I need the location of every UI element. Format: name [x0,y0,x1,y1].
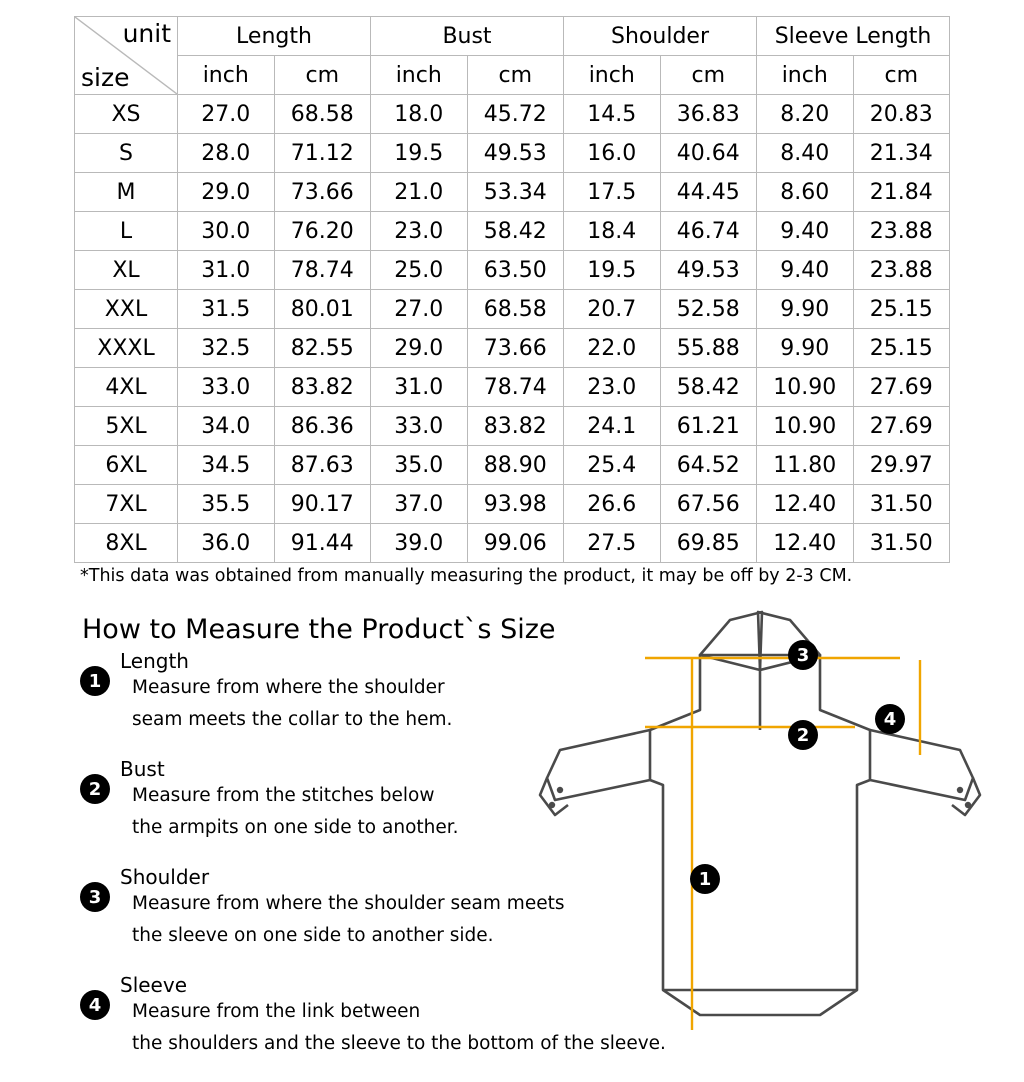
subheader-sleeve-inch: inch [757,56,854,95]
cell-shoulder-cm: 67.56 [660,485,757,524]
table-row [75,485,950,524]
subheader-shoulder-cm: cm [660,56,757,95]
cell-length-inch: 34.0 [178,407,275,446]
cell-shoulder-cm: 40.64 [660,134,757,173]
cell-length-cm: 73.66 [274,173,371,212]
row-size: M [75,173,178,212]
cell-shoulder-inch: 16.0 [564,134,661,173]
cell-sleeve-cm: 23.88 [853,251,950,290]
row-size: L [75,212,178,251]
row-size: 4XL [75,368,178,407]
cell-bust-cm: 45.72 [467,95,564,134]
shirt-illustration [500,590,1020,1030]
cell-shoulder-cm: 36.83 [660,95,757,134]
cell-shoulder-inch: 20.7 [564,290,661,329]
cell-length-inch: 27.0 [178,95,275,134]
table-row [75,173,950,212]
table-corner-cell [75,17,178,95]
table-header-row-units [75,56,950,95]
cell-shoulder-inch: 19.5 [564,251,661,290]
cell-bust-inch: 18.0 [371,95,468,134]
cell-bust-cm: 63.50 [467,251,564,290]
column-group-bust: Bust [371,17,564,56]
size-chart-table-wrapper [74,16,950,563]
step-number-badge: 4 [80,990,110,1020]
cell-sleeve-cm: 27.69 [853,407,950,446]
table-row [75,134,950,173]
cell-sleeve-inch: 8.20 [757,95,854,134]
cell-bust-inch: 31.0 [371,368,468,407]
cell-shoulder-inch: 17.5 [564,173,661,212]
row-size: S [75,134,178,173]
cell-length-inch: 30.0 [178,212,275,251]
cell-bust-cm: 99.06 [467,524,564,563]
cell-length-cm: 90.17 [274,485,371,524]
cell-sleeve-inch: 9.40 [757,212,854,251]
cell-sleeve-cm: 31.50 [853,485,950,524]
cell-sleeve-cm: 29.97 [853,446,950,485]
cell-bust-cm: 49.53 [467,134,564,173]
cell-sleeve-inch: 12.40 [757,524,854,563]
cell-shoulder-inch: 23.0 [564,368,661,407]
step-title: Sleeve [120,973,188,997]
cell-length-inch: 34.5 [178,446,275,485]
cell-sleeve-cm: 21.84 [853,173,950,212]
subheader-sleeve-cm: cm [853,56,950,95]
table-row [75,290,950,329]
subheader-length-inch: inch [178,56,275,95]
cell-bust-inch: 29.0 [371,329,468,368]
cell-length-inch: 31.5 [178,290,275,329]
cell-length-inch: 32.5 [178,329,275,368]
cell-bust-inch: 23.0 [371,212,468,251]
cell-shoulder-cm: 69.85 [660,524,757,563]
cell-bust-cm: 58.42 [467,212,564,251]
cell-bust-cm: 83.82 [467,407,564,446]
cell-length-cm: 87.63 [274,446,371,485]
cell-length-cm: 76.20 [274,212,371,251]
cell-shoulder-cm: 64.52 [660,446,757,485]
row-size: XS [75,95,178,134]
cell-shoulder-inch: 25.4 [564,446,661,485]
unit-label: unit [122,19,171,48]
cell-bust-inch: 33.0 [371,407,468,446]
cell-shoulder-cm: 44.45 [660,173,757,212]
row-size: 8XL [75,524,178,563]
cell-length-cm: 83.82 [274,368,371,407]
cell-shoulder-inch: 26.6 [564,485,661,524]
column-group-sleeve-length: Sleeve Length [757,17,950,56]
cell-shoulder-inch: 24.1 [564,407,661,446]
cell-shoulder-cm: 61.21 [660,407,757,446]
cell-bust-inch: 39.0 [371,524,468,563]
table-row [75,524,950,563]
subheader-length-cm: cm [274,56,371,95]
subheader-bust-inch: inch [371,56,468,95]
step-description-line2: the sleeve on one side to another side. [132,925,494,946]
cell-sleeve-inch: 8.40 [757,134,854,173]
cell-bust-inch: 25.0 [371,251,468,290]
cell-length-inch: 29.0 [178,173,275,212]
cell-sleeve-cm: 21.34 [853,134,950,173]
subheader-shoulder-inch: inch [564,56,661,95]
shirt-diagram-icon [500,590,1020,1030]
step-title: Shoulder [120,865,210,889]
cell-sleeve-inch: 11.80 [757,446,854,485]
table-row [75,368,950,407]
cell-sleeve-cm: 20.83 [853,95,950,134]
how-to-measure-title: How to Measure the Product`s Size [82,614,556,645]
cell-shoulder-cm: 55.88 [660,329,757,368]
cell-bust-inch: 19.5 [371,134,468,173]
cell-shoulder-inch: 14.5 [564,95,661,134]
cell-shoulder-cm: 52.58 [660,290,757,329]
table-row [75,95,950,134]
cell-shoulder-cm: 49.53 [660,251,757,290]
cell-shoulder-cm: 46.74 [660,212,757,251]
measurement-disclaimer-note: *This data was obtained from manually measuring the product, it may be off by 2-3 CM. [80,566,853,586]
cell-sleeve-cm: 25.15 [853,290,950,329]
cell-sleeve-inch: 12.40 [757,485,854,524]
cell-length-inch: 35.5 [178,485,275,524]
table-header-row-groups [75,17,950,56]
cell-bust-inch: 37.0 [371,485,468,524]
cell-sleeve-cm: 25.15 [853,329,950,368]
row-size: 5XL [75,407,178,446]
step-description-line1: Measure from the link between [132,1001,421,1022]
illustration-marker-3: 3 [788,640,818,670]
cell-shoulder-inch: 22.0 [564,329,661,368]
cell-bust-cm: 88.90 [467,446,564,485]
cell-bust-cm: 68.58 [467,290,564,329]
row-size: XL [75,251,178,290]
cell-shoulder-inch: 18.4 [564,212,661,251]
column-group-length: Length [178,17,371,56]
cell-length-cm: 86.36 [274,407,371,446]
cell-length-inch: 28.0 [178,134,275,173]
cell-sleeve-inch: 10.90 [757,368,854,407]
step-title: Length [120,649,189,673]
step-title: Bust [120,757,165,781]
cell-length-cm: 71.12 [274,134,371,173]
cell-shoulder-cm: 58.42 [660,368,757,407]
size-chart-table [74,16,950,563]
row-size: 7XL [75,485,178,524]
step-number-badge: 1 [80,666,110,696]
cell-bust-cm: 78.74 [467,368,564,407]
table-row [75,446,950,485]
illustration-marker-2: 2 [788,720,818,750]
cell-length-inch: 33.0 [178,368,275,407]
row-size: 6XL [75,446,178,485]
cell-bust-inch: 27.0 [371,290,468,329]
cell-sleeve-cm: 27.69 [853,368,950,407]
step-description-line1: Measure from where the shoulder seam meets [132,893,565,914]
cell-length-cm: 78.74 [274,251,371,290]
step-description-line2: the shoulders and the sleeve to the bottom of the sleeve. [132,1033,666,1054]
table-row [75,251,950,290]
row-size: XXL [75,290,178,329]
step-number-badge: 3 [80,882,110,912]
step-description-line1: Measure from where the shoulder [132,677,445,698]
row-size: XXXL [75,329,178,368]
subheader-bust-cm: cm [467,56,564,95]
step-description-line2: seam meets the collar to the hem. [132,709,453,730]
illustration-marker-1: 1 [690,864,720,894]
step-number-badge: 2 [80,774,110,804]
step-description-line1: Measure from the stitches below [132,785,435,806]
cell-bust-inch: 21.0 [371,173,468,212]
cell-bust-cm: 53.34 [467,173,564,212]
column-group-shoulder: Shoulder [564,17,757,56]
cell-sleeve-inch: 9.40 [757,251,854,290]
cell-sleeve-inch: 8.60 [757,173,854,212]
cell-length-cm: 91.44 [274,524,371,563]
illustration-marker-4: 4 [875,704,905,734]
cell-length-cm: 68.58 [274,95,371,134]
table-row [75,329,950,368]
cell-length-inch: 36.0 [178,524,275,563]
cell-shoulder-inch: 27.5 [564,524,661,563]
cell-sleeve-inch: 9.90 [757,290,854,329]
size-label: size [81,63,130,92]
cell-length-inch: 31.0 [178,251,275,290]
cell-sleeve-inch: 10.90 [757,407,854,446]
cell-sleeve-cm: 23.88 [853,212,950,251]
cell-length-cm: 80.01 [274,290,371,329]
cell-bust-cm: 73.66 [467,329,564,368]
cell-sleeve-cm: 31.50 [853,524,950,563]
step-description-line2: the armpits on one side to another. [132,817,459,838]
table-row [75,407,950,446]
cell-bust-inch: 35.0 [371,446,468,485]
cell-bust-cm: 93.98 [467,485,564,524]
cell-length-cm: 82.55 [274,329,371,368]
cell-sleeve-inch: 9.90 [757,329,854,368]
table-row [75,212,950,251]
